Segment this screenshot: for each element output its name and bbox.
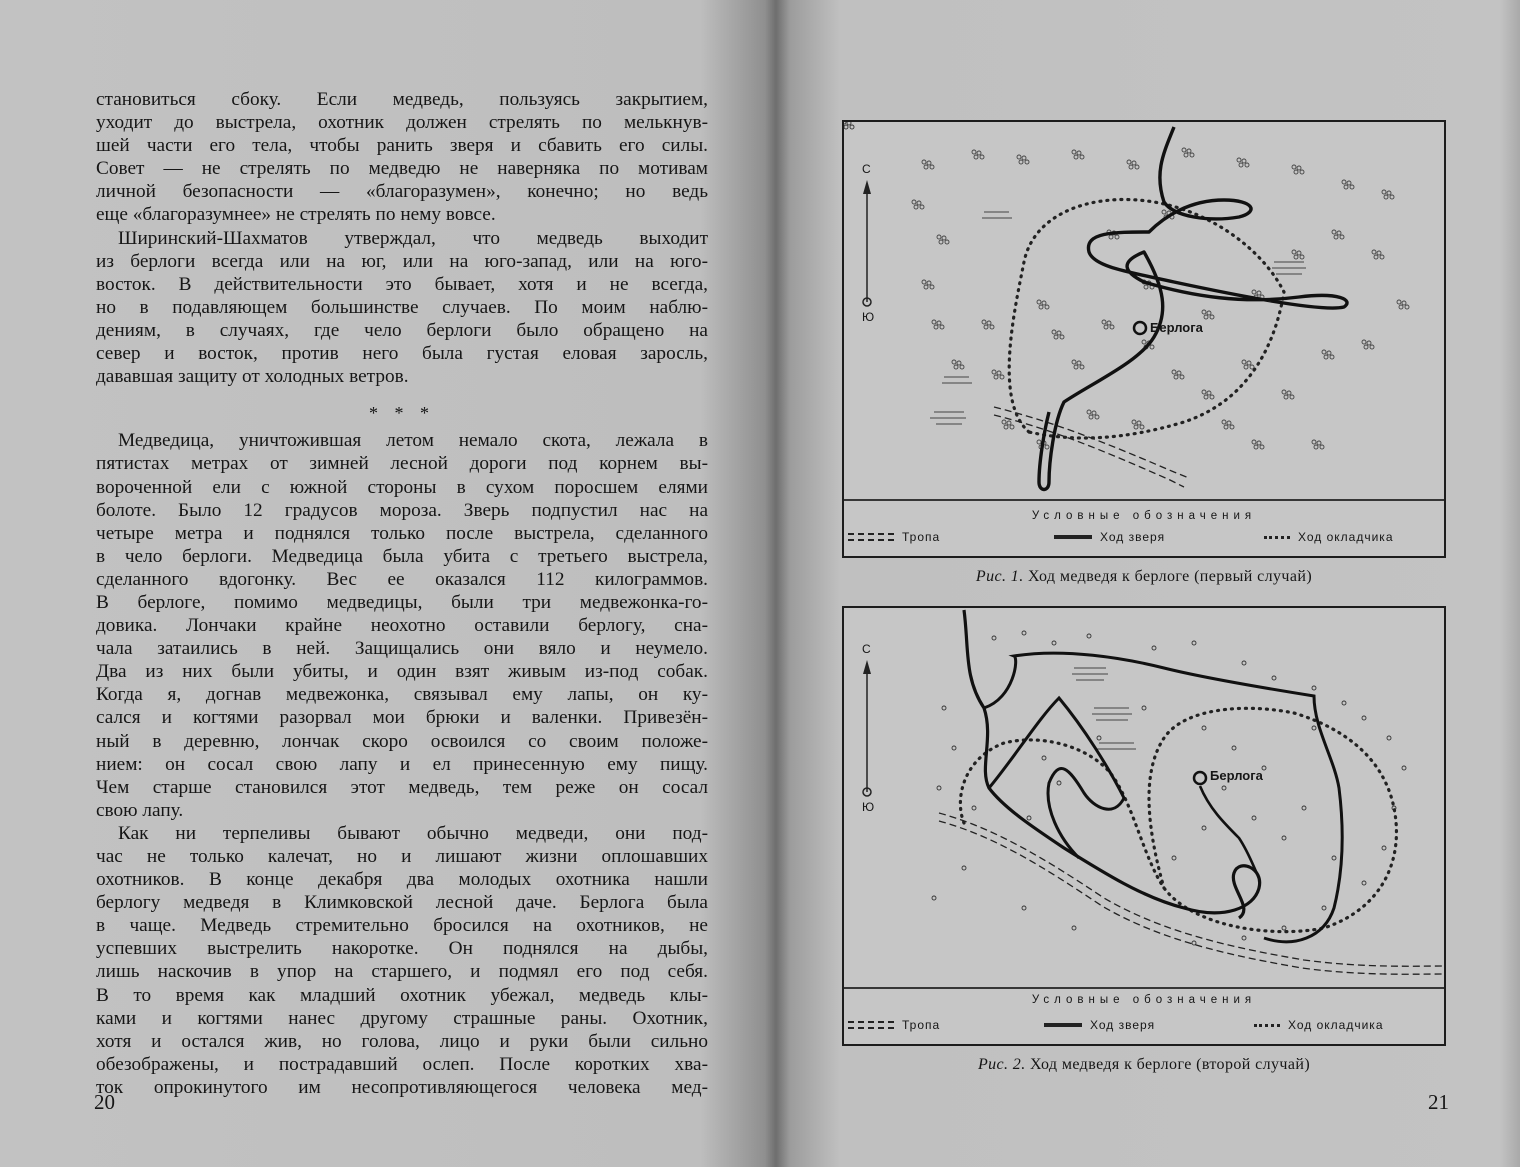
paragraph-1-line-5: личной безопасности — «благоразумен», конечно; но ведь bbox=[96, 181, 708, 203]
paragraph-4-line-6: успевших выстрелить накоротке. Он поднялся на дыбы, bbox=[96, 938, 708, 960]
paragraph-1-line-1: становиться сбоку. Если медведь, пользуясь закрытием, bbox=[96, 89, 708, 110]
page-number-left: 20 bbox=[94, 1090, 115, 1114]
paragraph-4-line-2: час не только калечат, но и лишают жизни оплошавших bbox=[96, 846, 708, 867]
beater-legend-icon bbox=[1264, 536, 1290, 539]
bear-track-1 bbox=[1039, 127, 1347, 490]
legend-title-2: Условные обозначения bbox=[1031, 994, 1257, 1006]
paragraph-3-line-10: чала затаились в ней. Защищались они вяло и неумело. bbox=[96, 638, 708, 660]
compass-north-label: С bbox=[862, 162, 871, 176]
trail-path-2 bbox=[939, 813, 1444, 974]
paragraph-2-line-6: север и восток, против него была густая еловая заросль, bbox=[96, 343, 708, 365]
paragraph-4-line-7: лишь наскочив в упор на старшего, и подмял его под себя. bbox=[96, 961, 708, 983]
paragraph-3-line-3: вороченной ели с южной стороны в сухом поросшем елями bbox=[96, 476, 708, 498]
paragraph-4-line-1: Как ни терпеливы бывают обычно медведи, они под- bbox=[118, 822, 708, 844]
legend-title-1: Условные обозначения bbox=[1031, 510, 1257, 522]
section-separator: * * * bbox=[369, 403, 435, 424]
forest-texture-1 bbox=[844, 122, 854, 129]
legend-item-bear-1: Ход зверя bbox=[1054, 530, 1165, 544]
paragraph-3-line-1: Медведица, уничтожившая летом немало скота, лежала в bbox=[118, 430, 708, 452]
figure-2-map bbox=[844, 608, 1444, 1044]
den-label-1: Берлога bbox=[1150, 320, 1203, 335]
figure-1 bbox=[842, 120, 1446, 558]
paragraph-1-line-6: еще «благоразумнее» не стрелять по нему вовсе. bbox=[96, 204, 496, 226]
figure-1-map bbox=[844, 122, 1444, 556]
figure-1-caption bbox=[842, 568, 1446, 586]
paragraph-3-line-12: Когда я, догнав медвежонка, связывал ему лапы, он ку- bbox=[96, 684, 708, 706]
figure-2-number: Рис. 2. bbox=[977, 1056, 1026, 1073]
paragraph-3-line-11: Два из них были убиты, и один взят живым из-под собак. bbox=[96, 661, 708, 683]
legend-item-bear-2: Ход зверя bbox=[1044, 1018, 1155, 1032]
paragraph-3-line-13: сался и когтями разорвал мои брюки и валенки. Привезён- bbox=[96, 707, 708, 729]
figure-2 bbox=[842, 606, 1446, 1046]
legend-item-beater-2: Ход окладчика bbox=[1254, 1018, 1384, 1032]
paragraph-4-line-12: ток опрокинутого им несопротивляющегося человека мед- bbox=[96, 1076, 708, 1098]
paragraph-1-line-3: шей части его тела, чтобы ранить зверя и сбавить его силы. bbox=[96, 135, 708, 157]
paragraph-3-line-15: нием: он сосал свою лапу и ел принесенную ему пищу. bbox=[96, 753, 708, 775]
paragraph-4-line-4: берлогу медведя в Климковской лесной даче. Берлога была bbox=[96, 892, 708, 914]
bear-track-legend-icon bbox=[1044, 1023, 1082, 1027]
paragraph-4-line-8: В то время как младший охотник убежал, медведь клы- bbox=[96, 984, 708, 1006]
bear-track-2d bbox=[1200, 786, 1259, 878]
paragraph-1-line-4: Совет — не стрелять по медведю не наверняка по мотивам bbox=[96, 158, 708, 180]
den-label-2: Берлога bbox=[1210, 768, 1263, 783]
paragraph-3-line-14: ный в деревню, лончак скоро освоился со своим положе- bbox=[96, 730, 708, 752]
paragraph-3-line-8: В берлоге, помимо медведицы, были три медвежонка-го- bbox=[96, 591, 708, 613]
compass-south-label: Ю bbox=[862, 310, 875, 324]
figure-2-caption-text: Ход медведя к берлоге (второй случай) bbox=[1030, 1056, 1311, 1073]
den-marker-1 bbox=[1134, 322, 1146, 334]
paragraph-2-line-1: Ширинский-Шахматов утверждал, что медведь выходит bbox=[118, 227, 708, 249]
left-page-text bbox=[96, 88, 708, 1099]
compass-south-label-2: Ю bbox=[862, 800, 875, 814]
legend-item-beater-1: Ход окладчика bbox=[1264, 530, 1394, 544]
trail-legend-icon bbox=[848, 1021, 894, 1029]
trail-legend-icon bbox=[848, 533, 894, 541]
bear-track-2b bbox=[984, 653, 1342, 942]
paragraph-1-line-2: уходит до выстрела, охотник должен стрелять по мелькнув- bbox=[96, 112, 708, 134]
figure-2-caption bbox=[842, 1056, 1446, 1074]
paragraph-3-line-9: довика. Лончаки крайне неохотно оставили берлогу, сна- bbox=[96, 615, 708, 637]
paragraph-2-line-2: из берлоги всегда или на юг, или на юго-запад, или на юго- bbox=[96, 250, 708, 272]
paragraph-4-line-9: ками и когтями нанес другому страшные раны. Охотник, bbox=[96, 1007, 708, 1029]
paragraph-4-line-5: в чаще. Медведь стремительно бросился на охотников, не bbox=[96, 915, 708, 937]
figure-1-number: Рис. 1. bbox=[975, 568, 1024, 585]
paragraph-2-line-3: восток. В действительности это бывает, хотя и не всегда, bbox=[96, 273, 708, 295]
paragraph-3-line-7: сделанного вдогонку. Вес ее оказался 112 килограммов. bbox=[96, 568, 708, 590]
paragraph-3-line-17: свою лапу. bbox=[96, 799, 184, 821]
compass-north-label-2: С bbox=[862, 642, 871, 656]
bear-track-2c bbox=[989, 698, 1124, 858]
paragraph-3-line-5: четыре метра и поднялся только после выстрела, сделанного bbox=[96, 522, 708, 544]
beater-path-1 bbox=[1009, 200, 1284, 438]
right-page bbox=[780, 0, 1520, 1167]
paragraph-2-line-4: но в подавляющем большинстве случаев. По моим наблю- bbox=[96, 296, 708, 318]
paragraph-4-line-10: хотя и остался жив, но голова, лицо и руки были сильно bbox=[96, 1030, 708, 1052]
beater-legend-icon bbox=[1254, 1024, 1280, 1027]
paragraph-3-line-6: в чело берлоги. Медведица была убита с третьего выстрела, bbox=[96, 545, 708, 567]
paragraph-3-line-2: пятистах метрах от зимней лесной дороги под корнем вы- bbox=[96, 453, 708, 475]
figure-1-caption-text: Ход медведя к берлоге (первый случай) bbox=[1028, 568, 1313, 585]
legend-item-trail-1: Тропа bbox=[848, 530, 940, 544]
compass-arrow bbox=[863, 180, 871, 194]
legend-item-trail-2: Тропа bbox=[848, 1018, 940, 1032]
paragraph-2-line-7: дававшая защиту от холодных ветров. bbox=[96, 366, 409, 388]
den-marker-2 bbox=[1194, 772, 1206, 784]
page-number-right: 21 bbox=[1428, 1090, 1449, 1114]
paragraph-4-line-11: обезображены, и пострадавший ослеп. После коротких хва- bbox=[96, 1053, 708, 1075]
paragraph-3-line-4: болоте. Было 12 градусов мороза. Зверь подпустил нас на bbox=[96, 499, 708, 521]
paragraph-3-line-16: Чем старше становился этот медведь, тем реже он сосал bbox=[96, 776, 708, 798]
paragraph-4-line-3: охотников. В конце декабря два молодых охотника нашли bbox=[96, 869, 708, 891]
bear-track-legend-icon bbox=[1054, 535, 1092, 539]
paragraph-2-line-5: дениям, в случаях, где чело берлоги было обращено на bbox=[96, 319, 708, 341]
